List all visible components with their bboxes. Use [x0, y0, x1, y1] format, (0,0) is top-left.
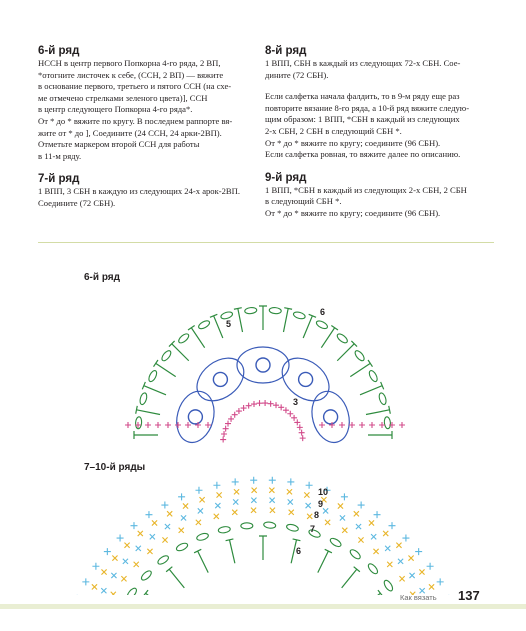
stitch-cross [399, 576, 404, 581]
row7-heading: 7-й ряд [38, 173, 80, 186]
stitch-chain [329, 537, 342, 548]
row6-line: ме отмечено стрелками зеленого цвета)], ССН [38, 92, 208, 103]
row8-heading: 8-й ряд [265, 45, 307, 57]
stitch-plus [155, 422, 161, 428]
stitch-cross [385, 546, 390, 551]
stitch-cross [269, 488, 274, 493]
stitch-chain [269, 307, 281, 314]
stitch-cross [306, 503, 311, 508]
stitch-double-crochet [194, 549, 208, 572]
stitch-plus [389, 522, 396, 529]
row9-line: 1 ВПП, *СБН в каждый из следующих 2-х СБН, 2 СБН [265, 184, 467, 195]
stitch-plus [228, 416, 234, 422]
row7-line: Соедините (72 СБН). [38, 197, 116, 208]
stitch-chain [218, 526, 231, 534]
stitch-chain [135, 417, 142, 429]
stitch-cross [307, 514, 312, 519]
stitch-chain [140, 569, 153, 581]
stitch-cross [111, 573, 116, 578]
stitch-chain [126, 587, 138, 595]
stitch-cross [112, 555, 117, 560]
row7-line: 1 ВПП, 3 СБН в каждую из следующих 24-х арок-2ВП. [38, 186, 241, 197]
stitch-cross [409, 573, 414, 578]
stitch-plus [165, 422, 171, 428]
diagram2-label: 7–10-й ряды [84, 462, 146, 473]
row6-line: *отогните листочек к себе, (ССН, 2 ВП) — вяжите [38, 69, 224, 80]
stitch-chain [139, 392, 148, 405]
stitch-plus [185, 422, 191, 428]
stitch-cross [251, 498, 256, 503]
stitch-cross [123, 559, 128, 564]
stitch-double-crochet [283, 308, 292, 332]
row6-line: От * до * вяжите по кругу. В последнем раппорте вя- [38, 115, 233, 126]
stitch-cross [111, 592, 116, 595]
row6-line: в основание первого, третьего и пятого ССН (на схе- [38, 81, 232, 92]
stitch-chain [197, 319, 210, 330]
stitch-plus [251, 401, 257, 407]
stitch-plus [268, 401, 274, 407]
left-column [38, 44, 256, 210]
row-marker: 5 [226, 319, 232, 329]
stitch-plus [341, 493, 348, 500]
stitch-plus [319, 422, 325, 428]
stitch-plus [349, 422, 355, 428]
row8-line: дините (72 СБН). [265, 69, 329, 80]
popcorn-center [256, 358, 270, 372]
stitch-cross [270, 508, 275, 513]
stitch-cross [356, 524, 361, 529]
stitch-cross [429, 584, 434, 589]
row8-note-line: Если салфетка начала фалдить, то в 9-м ряду еще раз [265, 91, 460, 102]
stitch-cross [419, 569, 424, 574]
stitch-plus [262, 400, 268, 406]
stitch-cross [342, 528, 347, 533]
stitch-plus [287, 411, 293, 417]
popcorn-petal [189, 349, 252, 409]
stitch-plus [257, 400, 263, 406]
stitch-chain [353, 349, 365, 362]
stitch-plus [145, 422, 151, 428]
stitch-plus [306, 482, 313, 489]
right-column [265, 44, 495, 220]
stitch-cross [252, 488, 257, 493]
stitch-cross [383, 531, 388, 536]
row6-line: жите от * до ], Соедините (24 ССН, 24 арки-2ВП). [38, 127, 222, 138]
row-marker: 6 [320, 307, 326, 317]
stitch-chain [383, 579, 395, 592]
stitch-double-crochet [259, 306, 267, 330]
stitch-cross [181, 515, 186, 520]
stitch-cross [251, 508, 256, 513]
stitch-cross [387, 562, 392, 567]
row-marker: 9 [318, 499, 324, 509]
stitch-cross [217, 492, 222, 497]
stitch-double-crochet [259, 536, 267, 560]
stitch-plus [178, 493, 185, 500]
stitch-cross [138, 531, 143, 536]
stitch-double-crochet [166, 567, 184, 588]
stitch-double-crochet [143, 590, 164, 595]
stitch-plus [300, 435, 306, 441]
stitch-plus [427, 563, 434, 570]
stitch-plus [195, 487, 202, 494]
stitch-chain [263, 521, 276, 528]
stitch-cross [369, 520, 374, 525]
stitch-plus [104, 548, 111, 555]
stitch-plus [205, 422, 211, 428]
stitch-cross [147, 549, 152, 554]
stitch-chain [175, 542, 188, 553]
stitch-double-crochet [337, 341, 357, 361]
stitch-plus [221, 431, 227, 437]
popcorn-center [213, 372, 227, 386]
footer-section: Как вязать [400, 593, 437, 602]
stitch-plus [220, 437, 226, 443]
stitch-plus [92, 563, 99, 570]
stitch-plus [287, 478, 294, 485]
row8-note-line: повторите вязание 8-го ряда, а 10-й ряд вяжите следую- [265, 102, 470, 113]
stitch-chain [293, 311, 306, 320]
stitch-plus [339, 422, 345, 428]
stitch-cross [136, 546, 141, 551]
stitch-plus [145, 511, 152, 518]
stitch-cross [340, 515, 345, 520]
row6-line: в 11-м ряду. [38, 150, 82, 161]
footer-band [0, 604, 526, 609]
stitch-chain [315, 319, 328, 330]
stitch-cross [199, 497, 204, 502]
row-marker: 7 [310, 524, 316, 534]
stitch-cross [196, 520, 201, 525]
stitch-chain [177, 332, 190, 344]
stitch-plus [358, 502, 365, 509]
row8-note-line: щим образом: 1 ВПП, *СБН в каждый из следующих [265, 114, 460, 125]
row6-line: в центр следующего Попкорна 4-го ряда*. [38, 104, 193, 115]
stitch-chain [160, 349, 172, 362]
diagram-row6 [0, 260, 526, 460]
stitch-cross [179, 528, 184, 533]
stitch-plus [402, 535, 409, 542]
stitch-cross [232, 510, 237, 515]
row-marker: 6 [296, 546, 302, 556]
stitch-cross [101, 588, 106, 593]
stitch-chain [244, 307, 257, 314]
row8-note-line: Если салфетка ровная, то вяжите далее по описанию. [265, 149, 461, 160]
row8-note-line: От * до * вяжите по кругу; соедините (96 СБН). [265, 137, 441, 148]
stitch-double-crochet [366, 406, 390, 415]
stitch-double-crochet [342, 567, 360, 588]
stitch-cross [92, 584, 97, 589]
stitch-chain [336, 332, 349, 344]
stitch-cross [289, 510, 294, 515]
row9-line: в следующий СБН *. [265, 196, 342, 207]
row6-heading: 6-й ряд [38, 45, 80, 57]
row-marker: 3 [293, 397, 299, 407]
stitch-cross [371, 534, 376, 539]
stitch-plus [437, 578, 444, 585]
section-divider [38, 242, 494, 243]
stitch-chain [367, 562, 379, 575]
row9-heading: 9-й ряд [265, 171, 307, 184]
stitch-cross [183, 503, 188, 508]
stitch-plus [236, 408, 242, 414]
stitch-double-crochet [169, 341, 189, 361]
stitch-cross [121, 576, 126, 581]
popcorn-center [324, 410, 338, 424]
row6-line: Отметьте маркером второй ССН для работы [38, 139, 200, 150]
stitch-plus [359, 422, 365, 428]
stitch-chain [196, 532, 209, 541]
popcorn-center [299, 372, 313, 386]
stitch-plus [175, 422, 181, 428]
stitch-double-crochet [226, 539, 235, 563]
stitch-chain [147, 369, 158, 382]
stitch-double-crochet [318, 549, 332, 572]
stitch-plus [130, 522, 137, 529]
stitch-cross [373, 549, 378, 554]
stitch-plus [117, 535, 124, 542]
stitch-plus [82, 578, 89, 585]
stitch-plus [213, 482, 220, 489]
stitch-plus [161, 502, 168, 509]
stitch-cross [398, 559, 403, 564]
stitch-chain [368, 369, 379, 382]
row-marker: 8 [314, 510, 320, 520]
stitch-cross [198, 508, 203, 513]
stitch-double-crochet [136, 406, 160, 415]
row-marker: 10 [318, 487, 329, 497]
stitch-chain [349, 548, 362, 560]
stitch-plus [399, 422, 405, 428]
stitch-plus [283, 407, 289, 413]
stitch-plus [232, 478, 239, 485]
stitch-cross [215, 503, 220, 508]
stitch-cross [338, 503, 343, 508]
stitch-plus [273, 402, 279, 408]
stitch-cross [134, 562, 139, 567]
stitch-cross [167, 511, 172, 516]
stitch-plus [369, 422, 375, 428]
diagram-rows7-10 [0, 455, 526, 595]
stitch-plus [250, 477, 257, 484]
stitch-cross [408, 555, 413, 560]
stitch-cross [323, 508, 328, 513]
stitch-chain [378, 392, 387, 405]
stitch-cross [325, 520, 330, 525]
stitch-cross [270, 498, 275, 503]
stitch-plus [278, 404, 284, 410]
popcorn-petal [171, 387, 219, 447]
stitch-cross [124, 543, 129, 548]
stitch-cross [396, 543, 401, 548]
stitch-cross [101, 569, 106, 574]
stitch-cross [354, 511, 359, 516]
stitch-cross [162, 537, 167, 542]
stitch-plus [299, 430, 305, 436]
page-number: 137 [458, 588, 480, 603]
popcorn-petal [274, 349, 337, 409]
stitch-cross [233, 499, 238, 504]
stitch-cross [304, 492, 309, 497]
stitch-cross [287, 489, 292, 494]
stitch-cross [358, 537, 363, 542]
popcorn-center [188, 410, 202, 424]
row6-line: НССН в центр первого Попкорна 4-го ряда, 2 ВП, [38, 58, 221, 68]
stitch-double-crochet [368, 431, 392, 439]
row9-line: От * до * вяжите по кругу; соедините (96 СБН). [265, 207, 441, 218]
stitch-cross [288, 499, 293, 504]
stitch-chain [241, 523, 253, 529]
stitch-double-crochet [362, 590, 383, 595]
stitch-plus [269, 477, 276, 484]
stitch-plus [232, 412, 238, 418]
popcorn-petal [237, 347, 289, 383]
diagram1-label: 6-й ряд [84, 272, 120, 283]
stitch-double-crochet [134, 431, 158, 439]
row8-line: 1 ВПП, СБН в каждый из следующих 72-х СБН. Сое- [265, 58, 461, 68]
stitch-chain [286, 523, 299, 532]
stitch-cross [152, 520, 157, 525]
stitch-plus [291, 415, 297, 421]
stitch-chain [384, 416, 391, 429]
popcorn-petal [306, 387, 354, 447]
stitch-cross [150, 534, 155, 539]
row8-note-line: 2-х СБН, 2 СБН в следующий СБН *. [265, 125, 402, 136]
stitch-chain [157, 554, 170, 566]
stitch-plus [125, 422, 131, 428]
stitch-cross [214, 514, 219, 519]
stitch-plus [415, 548, 422, 555]
stitch-double-crochet [234, 308, 243, 332]
stitch-cross [165, 524, 170, 529]
stitch-plus [374, 511, 381, 518]
stitch-cross [234, 489, 239, 494]
